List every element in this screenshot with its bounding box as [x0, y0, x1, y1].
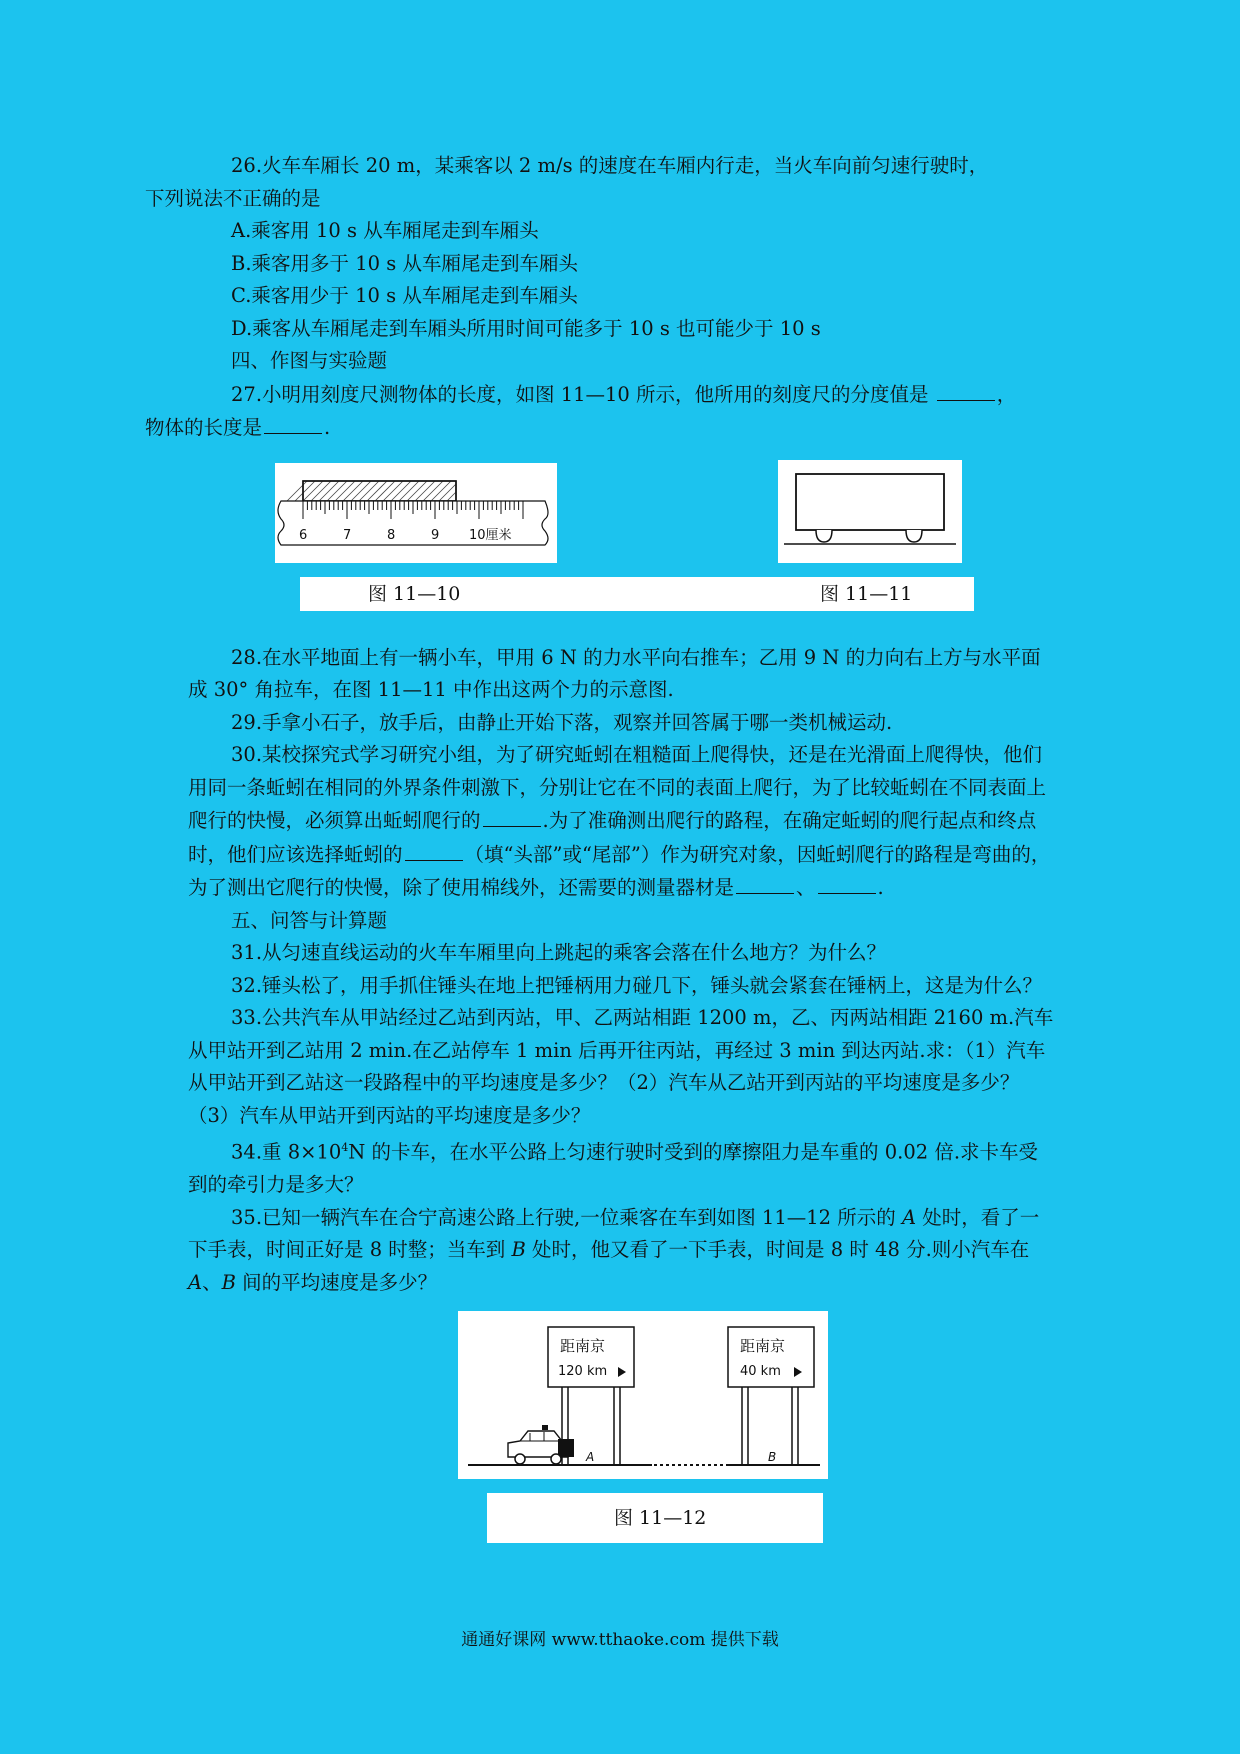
- answer-blank: [405, 838, 463, 861]
- footer-source-text: 通通好课网 www.tthaoke.com 提供下载: [461, 1630, 779, 1650]
- figure-row-11-10-11-11: [188, 455, 1054, 630]
- ruler-label: 6: [299, 527, 308, 543]
- ruler-figure: [275, 463, 557, 563]
- q32: 32.锤头松了，用手抓住锤头在地上把锤柄用力碰几下，锤头就会紧套在锤柄上，这是为什么？: [231, 973, 1043, 997]
- caption-fig-11-11: 图 11—11: [820, 582, 913, 605]
- answer-blank: [483, 804, 541, 827]
- ruler-label: 7: [343, 527, 352, 543]
- q35: 35.已知一辆汽车在合宁高速公路上行驶,一位乘客在车到如图 11—12 所示的 A 处时，看了一下手表，时间正好是 8 时整；当车到 B 处时，他又看了一下手表，时间是 8 时 48 分.则小汽车在 A、B 间的平均速度是多少？: [188, 1205, 1040, 1294]
- q27: 27.小明用刻度尺测物体的长度，如图 11—10 所示，他所用的刻度尺的分度值是 ， 物体的长度是 .: [188, 378, 1054, 445]
- sign-a-title: 距南京: [560, 1337, 606, 1355]
- car-icon: [508, 1425, 574, 1464]
- caption-fig-11-12: 图 11—12: [614, 1507, 707, 1529]
- q26-option-a: A.乘客用 10 s 从车厢尾走到车厢头: [231, 219, 539, 242]
- q26-option-b: B.乘客用多于 10 s 从车厢尾走到车厢头: [231, 251, 578, 275]
- q26-option-d: D.乘客从车厢尾走到车厢头所用时间可能多于 10 s 也可能少于 10 s: [231, 316, 821, 340]
- q30: 30.某校探究式学习研究小组，为了研究蚯蚓在粗糙面上爬得快，还是在光滑面上爬得快，他们用同一条蚯蚓在相同的外界条件刺激下，分别让它在不同的表面上爬行，为了比较蚯蚓在不同表面上爬行的快慢，必须算出蚯蚓爬行的 .为了准确测出爬行的路程，在确定蚯蚓的爬行起点和终点时，他们应该选择蚯蚓的 （填“头部”或“尾部”）作为研究对象，因蚯蚓爬行的路程是弯曲的，为了测出它爬行的快慢，除了使用棉线外，还需要的测量器材是 、 .: [188, 743, 1051, 899]
- q28: 28.在水平地面上有一辆小车，甲用 6 N 的力水平向右推车；乙用 9 N 的力向右上方与水平面成 30° 角拉车，在图 11—11 中作出这两个力的示意图.: [188, 645, 1041, 701]
- answer-blank: [937, 378, 995, 401]
- ruler-label: 10厘米: [469, 527, 512, 543]
- q26-option-c: C.乘客用少于 10 s 从车厢尾走到车厢头: [231, 284, 578, 307]
- point-b-label: B: [768, 1450, 777, 1464]
- sign-b-distance: 40 km: [740, 1364, 781, 1379]
- section-4-heading: 四、作图与实验题: [231, 349, 388, 372]
- answer-blank: [736, 871, 794, 894]
- ruler-label: 9: [431, 527, 440, 543]
- point-a-label: A: [586, 1450, 595, 1464]
- q31: 31.从匀速直线运动的火车车厢里向上跳起的乘客会落在什么地方？为什么？: [231, 941, 887, 964]
- exam-page: [145, 150, 1054, 1551]
- q26-stem: 26.火车车厢长 20 m，某乘客以 2 m/s 的速度在车厢内行走，当火车向前匀速行驶时， 下列说法不正确的是: [145, 154, 989, 210]
- answer-blank: [264, 411, 322, 434]
- section-5-heading: 五、问答与计算题: [231, 908, 388, 932]
- q33: 33.公共汽车从甲站经过乙站到丙站，甲、乙两站相距 1200 m，乙、丙两站相距 2160 m.汽车从甲站开到乙站用 2 min.在乙站停车 1 min 后再开往丙站，再经过 3 min 到达丙站.求：（1）汽车从甲站开到乙站这一段路程中的平均速度是多少？（2）汽车从乙站开到丙站的平均速度是多少？（3）汽车从甲站开到丙站的平均速度是多少？: [188, 1006, 1054, 1127]
- caption-fig-11-10: 图 11—10: [368, 582, 461, 605]
- cart-body: [796, 474, 944, 530]
- cart-figure: [778, 460, 962, 563]
- figure-11-12-wrapper: [188, 1311, 1054, 1551]
- q34: 34.重 $8\times 10^4N$ 的卡车，在水平公路上匀速行驶时受到的摩擦阻力是车重的 0.02 倍.求卡车受到的牵引力是多大？: [188, 1140, 1039, 1196]
- road-signs-figure: [458, 1311, 828, 1479]
- cart-wheel: [906, 530, 922, 542]
- sign-a-distance: 120 km: [558, 1364, 608, 1379]
- cart-wheel: [816, 530, 832, 542]
- answer-blank: [818, 871, 876, 894]
- sign-b-title: 距南京: [740, 1337, 786, 1355]
- ruler-label: 8: [387, 527, 396, 543]
- q29: 29.手拿小石子，放手后，由静止开始下落，观察并回答属于哪一类机械运动.: [231, 710, 893, 734]
